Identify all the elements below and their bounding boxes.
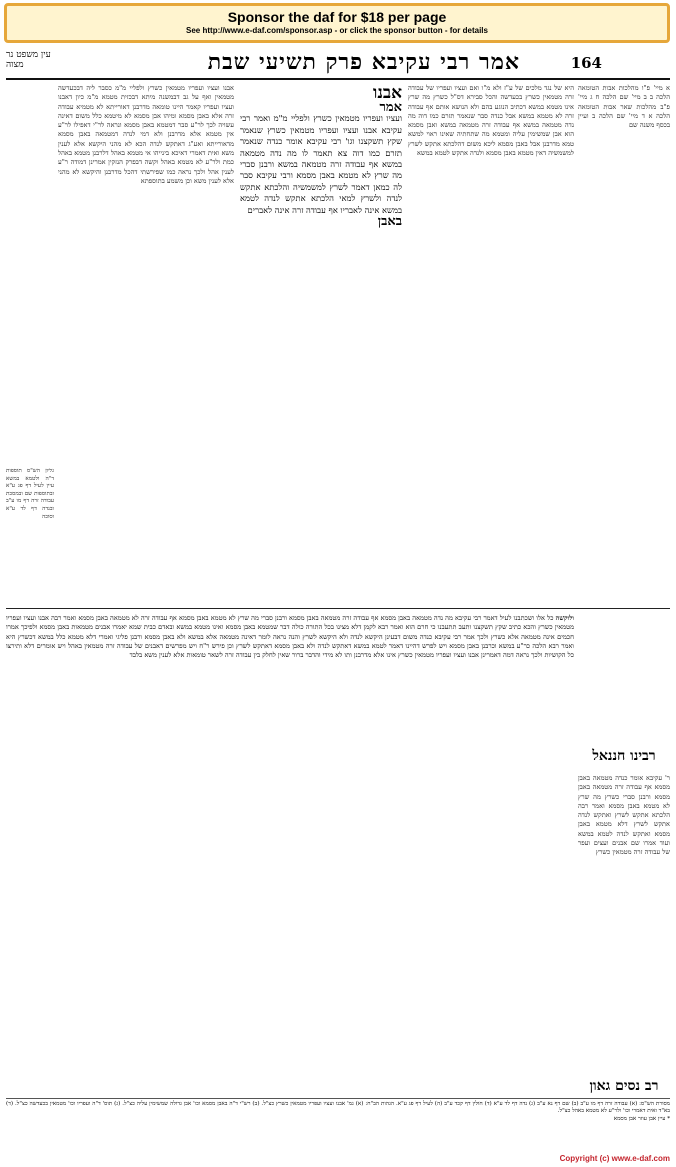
lower-commentary-label: ולוקשה xyxy=(555,614,574,622)
page-number: 164 xyxy=(570,54,602,72)
rav-nissim-heading: רב נסים גאון xyxy=(589,1078,659,1094)
running-head: אמר רבי עקיבא פרק תשיעי שבת xyxy=(207,49,520,75)
gemara-opening-word: אבנו xyxy=(373,84,402,103)
lower-commentary xyxy=(6,614,574,1094)
rashi-commentary xyxy=(408,84,574,604)
footnotes xyxy=(6,1098,670,1143)
gemara-text: ועציו ועפריו מטמאין כשרץ ולפליי מ"מ ואמר רבי עקיבא אבנו ועציו ועפריו מטמאין כשרץ שנאמר שקץ תשקצנו וגו' רבי עקיבא אומר כנדה שנאמר תזרם כמו דוה צא תאמר לו מה נדה מטמאה במשא אף עבודה זרה מטמאה במשא ורבנן סברי מה שרץ לא מטמא באבן מסמא ורבי עקיבא סבר לה כמאן דאמר לשרץ למשמשיה והלכתא אתקש לנדה ולשרץ למאי הלכתא אתקש לנדה לטמא במשא אינה לאבריו אף עבודה זרה אינה לאברים xyxy=(240,113,402,215)
tosafot-commentary xyxy=(58,84,234,604)
copyright-link[interactable]: Copyright (c) www.e-daf.com xyxy=(559,1154,670,1163)
footnotes-text: מסורת הש"ס: (א) עבודה זרה דף מו ע"ב (ב) שם דף נא ע"ב (ג) נדה דף לד ע"א (ד) חולין דף קכד ע"ב (ה) לעיל דף פג ע"א. הגהות הב"ח: (א) גמ' אבנו ועציו ועפריו מטמאין כשרץ כצ"ל. (ב) רש"י ד"ה באבן מסמא וכו' אבן גדולה שמשימין עליה כצ"ל. (ג) תוס' ד"ה ועפריו וכו' מטמאין בכעדשה כצ"ל. (ד) בא"ד ואית דאמרי וכו' ולר"ע לא מטמא באהל כצ"ל. xyxy=(6,1101,670,1115)
section-divider xyxy=(6,608,670,609)
lower-commentary-text: כל אלו ושכתבנו לעיל דאמר רבי עקיבא מה נדה מטמאה באבן מסמא אף עבודה זרה מטמאה באבן מסמא ורבנן סברי מה שרץ לא מטמא באבן מסמא אף עבודה זרה לא מטמאה באבן מסמא ואמר רבה אבנו ועציו ועפריו מטמאין כשרץ והכא כתיב שקץ תשקצנו ותעב תתעבנו כי חרם הוא ואמר רבא לקמן דלא מצינו בכל התורה כולה דבר שמטמא באבן מסמא ואינו מטמא במשא ובאדם כבית שמא יאמרו אבנים מטמאות באבן מסמא ולפיכך אמרו חכמים אינה מטמאה אלא כשרץ ולכך אמר רבי עקיבא כנדה משום דבעינן היקשא לנדה ולא היקשא לשרץ והנה נראה לומר דאינה מטמאה אלא במשא ולא באבן מסמא ורבנן פליגי ואמרי דלא מטמא כלל במשא דכשרץ היא ואמר רבא הלכה כר"ע במשא וכרבנן באבן מסמא ויש לפרש דהיינו דאמר לטמא במשא דאתקש לנדה ולא באבן מסמא דאתקש לשרץ וכן פירש ר"ח ויש מפרשים דאבנים של עבודה זרה מטמאין באהל ויש אומרים דלא ותירצו כל הקושיות ולכך נראה דמה דאמרינן אבנו ועציו ועפריו מטמאין כשרץ אינו אלא מדרבנן ותו לא מידי והדבר ברור שאין לחלק בין עבודה זרה לשאר טומאות אלא לענין משא בלבד xyxy=(6,614,574,660)
left-margin-text: גליון הש"ס תוספות ד"ה ולטמא במשא עיין לעיל דף פג ע"א ובתוספות שם ובמסכת עבודה זרה דף מו ע"ב ובנדה דף לד ע"א וסוכה xyxy=(6,468,54,520)
gemara-second-word: אמר xyxy=(379,100,402,115)
gemara-text-block xyxy=(240,84,402,604)
tosafot-text: אבנו ועציו ועפריו מטמאין כשרץ ולפליי מ"מ כסבר ליה דבכעדשה מטמאין ואף על גב דבמשנה מיתא דבכזית מטמא מ"מ כיון דאבנו ועציו ועפריו קאמר היינו טומאה מדרבנן דאורייתא לא מטמיא עבודה זרה אלא באבן מסמא ומיהו אבן מסמא לא מיטמא כלל משום דאינה עשויה לכך לר"ע סבר דמטמא באבן מסמא ונראה לר"י דאפילו לר"ע אין מטמא אלא מדרבנן ולא דמי לנדה דמטמאה באבן מסמא מדאורייתא ואע"ג דאתקש לנדה הכא לא מהני היקשא אלא לענין משא ואית דאמרי דאיכא בינייהו אי מטמא באהל דלרבנן מטמא באהל כמת ולר"ע לא מטמא באהל וקשה דבפרק הנזקין אמרינן דמודה ר"ע לענין אהל ולכך נראה כמו שפירשתי דהכל מדרבנן והיקשא לא מהני אלא לענין משא וכן משמע בתוספתא xyxy=(58,84,234,185)
right-margin-notes xyxy=(578,84,670,504)
page-header xyxy=(6,48,670,80)
rabbeinu-chananel-text: ר' עקיבא אומר כנדה מטמאה באבן מסמא אף עבודה זרה מטמאה באבן מסמא ורבנן סברי כשרץ מה שרץ לא מטמא באבן מסמא ואמר רבה הלכתא אתקש לשרץ ואתקש לנדה אתקש לשרץ דלא מטמא באבן מסמא ואתקש לנדה לטמא במשא ועוד אמרו שם אבנים ועצים ועפר של עבודה זרה מטמאין כשרץ xyxy=(578,774,670,857)
sponsor-banner-title[interactable]: Sponsor the daf for $18 per page xyxy=(227,9,447,25)
ein-mishpat-label: עין משפט נר מצוה xyxy=(6,50,51,70)
sponsor-banner-subtitle[interactable]: See http://www.e-daf.com/sponsor.asp - or click the sponsor button - for details xyxy=(186,26,488,35)
rabbeinu-chananel-heading: רבינו חננאל xyxy=(592,748,656,764)
footnotes-small-note: * עיין אבן עוזר אבן מסמא xyxy=(613,1115,670,1122)
rashi-text: היא של נגד מלכים של ע"ז ולא מ"ו ואם ועציו ועפריו של עבודה זרה מטמאין כשרץ בכעדשה והכל סבירא דס"ל כשרץ מה שרץ אינו מטמא במשא דכתיב הנוגע בהם ולא הנושא אותם אף עבודה זרה לא מטמא במשא אבל כנדה סבר שנאמר תזרם כמו דוה מה נדה מטמאה במשא אף עבודה זרה מטמאה במשא ואבן מסמא הוא אבן שמשימין עליה ומטמא מה שתחתיה שאינו ראוי למשא טמא מדרבנן אבל באבן מסמא ליכא משום דהלכתא אתקש לשרץ למשמשיה דאין מטמא באבן מסמא ולנדה אתקש לטמא במשא xyxy=(408,84,574,158)
right-margin-text: א מיי' פ"ו מהלכות אבות הטומאה הלכה ב ב מיי' שם הלכה ח ג מיי' פ"ב מהלכות שאר אבות הטומאה הלכה א ד מיי' שם הלכה ב ועיין בכסף משנה שם xyxy=(578,84,670,130)
sponsor-banner[interactable] xyxy=(4,3,670,43)
rabbeinu-chananel-commentary xyxy=(578,774,670,1074)
talmud-page xyxy=(6,48,670,1150)
gemara-third-word: באבן xyxy=(377,214,402,230)
